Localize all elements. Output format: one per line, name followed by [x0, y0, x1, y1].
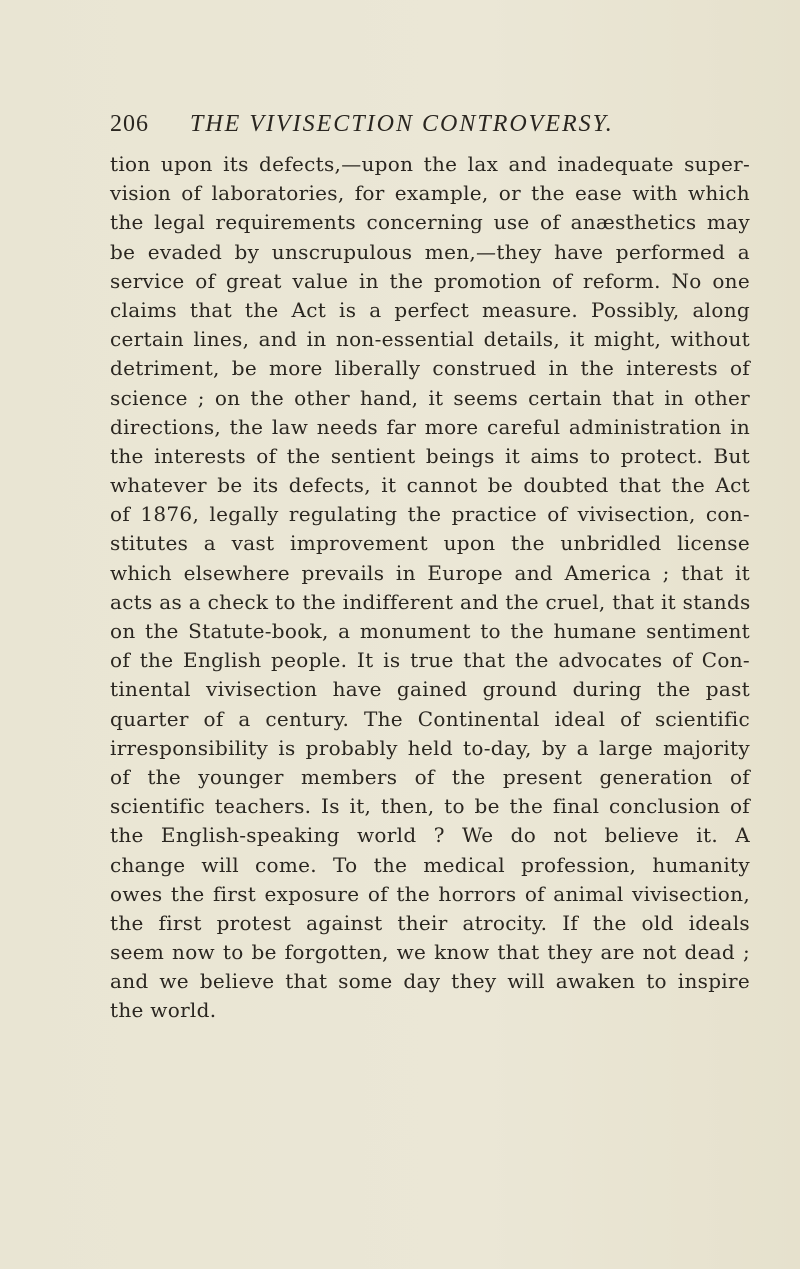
text-line: vision of laboratories, for example, or the ease with which [110, 181, 750, 206]
text-line: change will come. To the medical profession, humanity [110, 852, 750, 877]
text-line: the world. [110, 998, 217, 1023]
text-line: stitutes a vast improvement upon the unbridled license [110, 531, 750, 556]
text-line: the first protest against their atrocity. If the old ideals [110, 910, 750, 935]
running-head [110, 106, 690, 142]
page-number: 206 [110, 111, 149, 137]
text-line: the legal requirements concerning use of anæsthetics may [110, 210, 750, 235]
text-line: owes the first exposure of the horrors of animal vivisection, [110, 881, 750, 906]
text-line: whatever be its defects, it cannot be doubted that the Act [110, 473, 750, 498]
text-line: the English-speaking world ? We do not believe it. A [110, 823, 750, 848]
text-line: tion upon its defects,—upon the lax and inadequate super- [110, 152, 750, 176]
text-line: detriment, be more liberally construed in the interests of [110, 356, 750, 381]
text-line: be evaded by unscrupulous men,—they have performed a [110, 239, 750, 264]
text-line: claims that the Act is a perfect measure. Possibly, along [110, 297, 750, 322]
text-line: irresponsibility is probably held to-day, by a large majority [110, 735, 750, 760]
text-line: service of great value in the promotion of reform. No one [110, 268, 750, 293]
text-line: tinental vivisection have gained ground during the past [110, 677, 750, 702]
text-line: scientific teachers. Is it, then, to be the final conclusion of [110, 794, 750, 819]
text-line: of the English people. It is true that the advocates of Con- [110, 648, 750, 673]
text-line: quarter of a century. The Continental ideal of scientific [110, 706, 750, 731]
text-line: which elsewhere prevails in Europe and America ; that it [110, 560, 750, 585]
text-line: of 1876, legally regulating the practice of vivisection, con- [110, 502, 750, 527]
text-line: seem now to be forgotten, we know that they are not dead ; [110, 940, 750, 965]
text-line: science ; on the other hand, it seems certain that in other [110, 385, 750, 410]
body-text [110, 150, 750, 1026]
running-title: THE VIVISECTION CONTROVERSY. [190, 111, 614, 137]
text-line: certain lines, and in non-essential details, it might, without [110, 327, 750, 352]
text-line: on the Statute-book, a monument to the humane sentiment [110, 619, 750, 643]
text-line: the interests of the sentient beings it aims to protect. But [110, 443, 750, 468]
text-line: acts as a check to the indifferent and the cruel, that it stands [110, 589, 751, 614]
text-line: directions, the law needs far more careful administration in [110, 414, 750, 439]
text-line: of the younger members of the present generation of [110, 764, 750, 789]
text-line: and we believe that some day they will awaken to inspire [110, 969, 750, 994]
